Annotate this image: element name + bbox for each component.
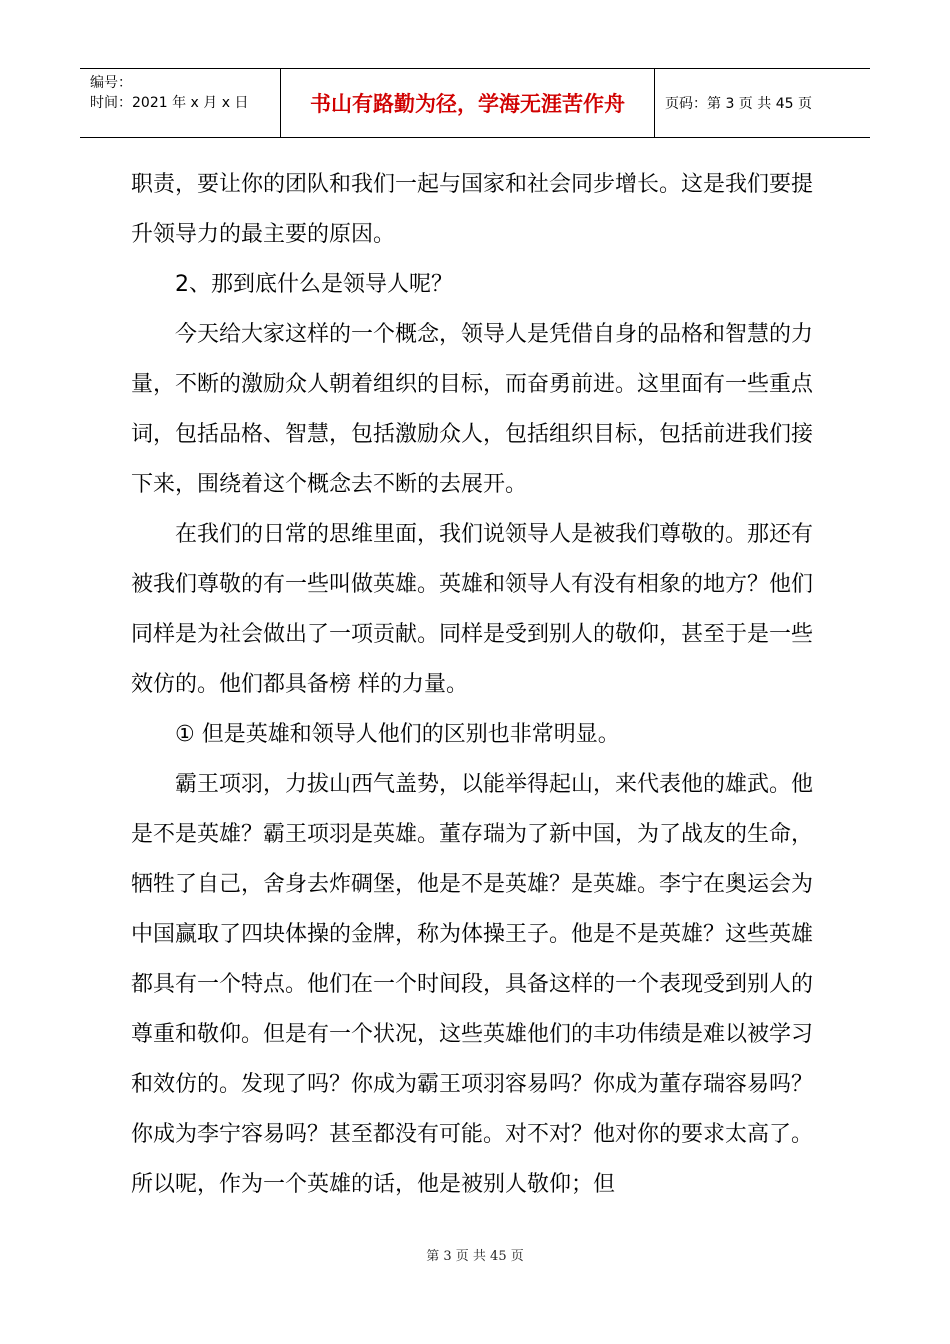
paragraph: 今天给大家这样的一个概念，领导人是凭借自身的品格和智慧的力量，不断的激励众人朝着组织的目标，而奋勇前进。这里面有一些重点词，包括品格、智慧，包括激励众人，包括组织目标，包括前进我们接下来，围绕着这个概念去不断的去展开。	[131, 322, 814, 497]
section-heading: 2、那到底什么是领导人呢？	[175, 272, 453, 297]
header-page-info: 页码：第 3 页 共 45 页	[665, 96, 812, 112]
document-date-label: 时间：2021 年 x 月 x 日	[90, 95, 249, 111]
page-footer: 第 3 页 共 45 页	[426, 1249, 524, 1264]
paragraph: 霸王项羽，力拔山西气盖势，以能举得起山，来代表他的雄武。他是不是英雄？霸王项羽是英雄。董存瑞为了新中国，为了战友的生命，牺牲了自己，舍身去炸碉堡，他是不是英雄？是英雄。李宁在奥运会为中国赢取了四块体操的金牌，称为体操王子。他是不是英雄？这些英雄都具有一个特点。他们在一个时间段，具备这样的一个表现受到别人的尊重和敬仰。但是有一个状况，这些英雄他们的丰功伟绩是难以被学习和效仿的。发现了吗？你成为霸王项羽容易吗？你成为董存瑞容易吗？你成为李宁容易吗？甚至都没有可能。对不对？他对你的要求太高了。所以呢，作为一个英雄的话，他是被别人敬仰；但	[131, 772, 814, 1197]
paragraph: ① 但是英雄和领导人他们的区别也非常明显。	[175, 722, 620, 747]
document-number-label: 编号：	[90, 75, 132, 91]
document-body	[131, 160, 821, 1210]
paragraph: 在我们的日常的思维里面，我们说领导人是被我们尊敬的。那还有被我们尊敬的有一些叫做英雄。英雄和领导人有没有相象的地方？他们同样是为社会做出了一项贡献。同样是受到别人的敬仰，甚至于是一些效仿的。他们都具备榜 样的力量。	[131, 522, 814, 697]
header-meta	[80, 69, 281, 137]
header-motto: 书山有路勤为径，学海无涯苦作舟	[281, 69, 655, 137]
paragraph: 职责，要让你的团队和我们一起与国家和社会同步增长。这是我们要提升领导力的最主要的原因。	[131, 172, 814, 247]
page-header	[80, 68, 870, 138]
